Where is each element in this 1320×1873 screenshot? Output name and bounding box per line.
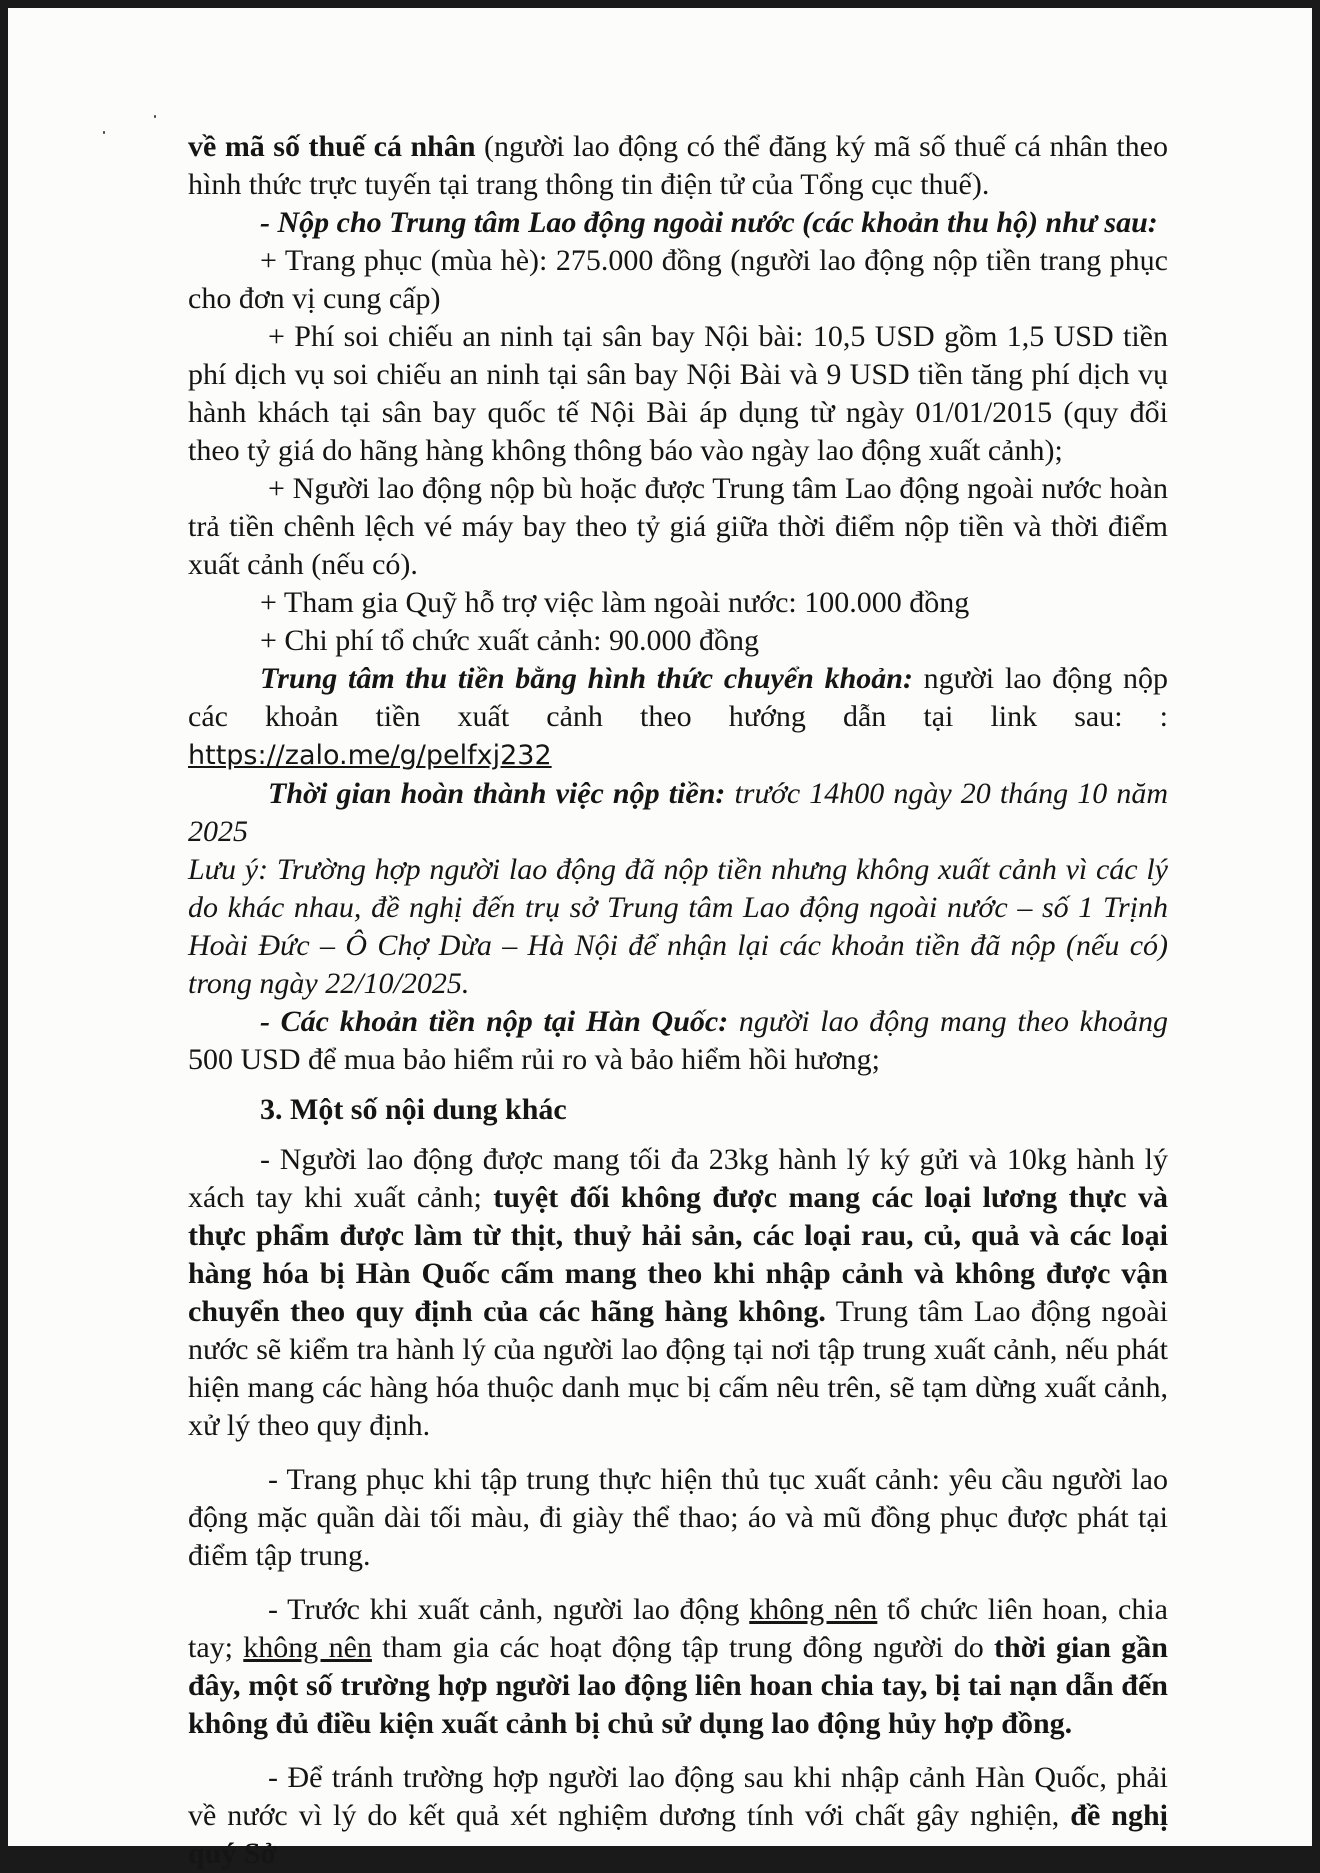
zalo-link[interactable]: https://zalo.me/g/pelfxj232: [188, 740, 552, 771]
transfer-text: người lao động nộp các khoản tiền xuất cảnh theo hướng dẫn tại link sau: :: [188, 662, 1168, 733]
paragraph-drug-test: [188, 1759, 1168, 1873]
farewell-underline-2: không nên: [243, 1631, 372, 1664]
item-security-fee: + Phí soi chiếu an ninh tại sân bay Nội bài: 10,5 USD gồm 1,5 USD tiền phí dịch vụ soi chiếu an ninh tại sân bay Nội Bài và 9 USD tiền tăng phí dịch vụ hành khách tại sân bay quốc tế Nội Bài áp dụng từ ngày 01/01/2015 (quy đổi theo tỷ giá do hãng hàng không thông báo vào ngày lao động xuất cảnh);: [188, 320, 1168, 467]
paragraph-deadline: [188, 775, 1168, 851]
luggage-text-a: - Người lao động được mang tối đa 23kg hành lý ký gửi và 10kg hành lý xách tay khi xuất cảnh;: [188, 1143, 1168, 1214]
scan-speck: [154, 115, 156, 118]
farewell-bold: thời gian gần đây, một số trường hợp người lao động liên hoan chia tay, bị tai nạn dẫn đến không đủ điều kiện xuất cảnh bị chủ sử dụng lao động hủy hợp đồng.: [188, 1631, 1168, 1740]
paragraph-tax-code: [188, 128, 1168, 204]
item-ticket-difference: + Người lao động nộp bù hoặc được Trung tâm Lao động ngoài nước hoàn trả tiền chênh lệch vé máy bay theo tỷ giá giữa thời điểm nộp tiền và thời điểm xuất cảnh (nếu có).: [188, 472, 1168, 581]
farewell-text-c: tham gia các hoạt động tập trung đông người do: [371, 1631, 995, 1664]
section-payments-heading: - Nộp cho Trung tâm Lao động ngoài nước (các khoản thu hộ) như sau:: [260, 206, 1158, 239]
korea-fees-lead: - Các khoản tiền nộp tại Hàn Quốc:: [260, 1005, 729, 1038]
tax-code-text: (người lao động có thể đăng ký mã số thuế cá nhân theo hình thức trực tuyến tại trang thông tin điện tử của Tổng cục thuế).: [188, 130, 1168, 201]
drug-test-text: - Để tránh trường hợp người lao động sau khi nhập cảnh Hàn Quốc, phải về nước vì lý do kết quả xét nghiệm dương tính với chất gây nghiện,: [188, 1761, 1168, 1832]
document-body: [188, 128, 1168, 1873]
farewell-text-a: - Trước khi xuất cảnh, người lao động: [268, 1593, 750, 1626]
deadline-lead: Thời gian hoàn thành việc nộp tiền:: [268, 777, 726, 810]
luggage-bold: tuyệt đối không được mang các loại lương thực và thực phẩm được làm từ thịt, thuỷ hải sản, các loại rau, củ, quả và các loại hàng hóa bị Hàn Quốc cấm mang theo khi nhập cảnh và không được vận chuyển theo quy định của các hãng hàng không.: [188, 1181, 1168, 1328]
paragraph-luggage: [188, 1141, 1168, 1445]
item-exit-fee: + Chi phí tổ chức xuất cảnh: 90.000 đồng: [260, 624, 759, 657]
section-3-heading: 3. Một số nội dung khác: [260, 1093, 567, 1126]
paragraph-note: Lưu ý: Trường hợp người lao động đã nộp tiền nhưng không xuất cảnh vì các lý do khác nhau, đề nghị đến trụ sở Trung tâm Lao động ngoài nước – số 1 Trịnh Hoài Đức – Ô Chợ Dừa – Hà Nội để nhận lại các khoản tiền đã nộp (nếu có) trong ngày 22/10/2025.: [188, 853, 1168, 1000]
tax-code-bold: về mã số thuế cá nhân: [188, 130, 476, 163]
scan-speck: [103, 131, 105, 134]
transfer-lead: Trung tâm thu tiền bằng hình thức chuyển khoản:: [260, 662, 913, 695]
paragraph-attire: - Trang phục khi tập trung thực hiện thủ tục xuất cảnh: yêu cầu người lao động mặc quần dài tối màu, đi giày thể thao; áo và mũ đồng phục được phát tại điểm tập trung.: [188, 1463, 1168, 1572]
drug-test-bold: đề nghị quý Sở: [188, 1799, 1168, 1870]
farewell-underline-1: không nên: [749, 1593, 878, 1626]
korea-fees-italic: người lao động mang theo khoảng: [728, 1005, 1168, 1038]
document-page: [8, 8, 1312, 1870]
item-support-fund: + Tham gia Quỹ hỗ trợ việc làm ngoài nước: 100.000 đồng: [260, 586, 970, 619]
deadline-text: trước 14h00 ngày 20 tháng 10 năm 2025: [188, 777, 1168, 848]
item-uniform: + Trang phục (mùa hè): 275.000 đồng (người lao động nộp tiền trang phục cho đơn vị cung cấp): [188, 244, 1168, 315]
farewell-text-b: tổ chức liên hoan, chia tay;: [188, 1593, 1168, 1664]
luggage-text-b: Trung tâm Lao động ngoài nước sẽ kiểm tra hành lý của người lao động tại nơi tập trung xuất cảnh, nếu phát hiện mang các hàng hóa thuộc danh mục bị cấm nêu trên, sẽ tạm dừng xuất cảnh, xử lý theo quy định.: [188, 1295, 1168, 1442]
korea-fees-text: 500 USD để mua bảo hiểm rủi ro và bảo hiểm hồi hương;: [188, 1043, 881, 1076]
paragraph-korea-fees: [188, 1003, 1168, 1079]
paragraph-transfer: [188, 660, 1168, 775]
paragraph-farewell: [188, 1591, 1168, 1743]
